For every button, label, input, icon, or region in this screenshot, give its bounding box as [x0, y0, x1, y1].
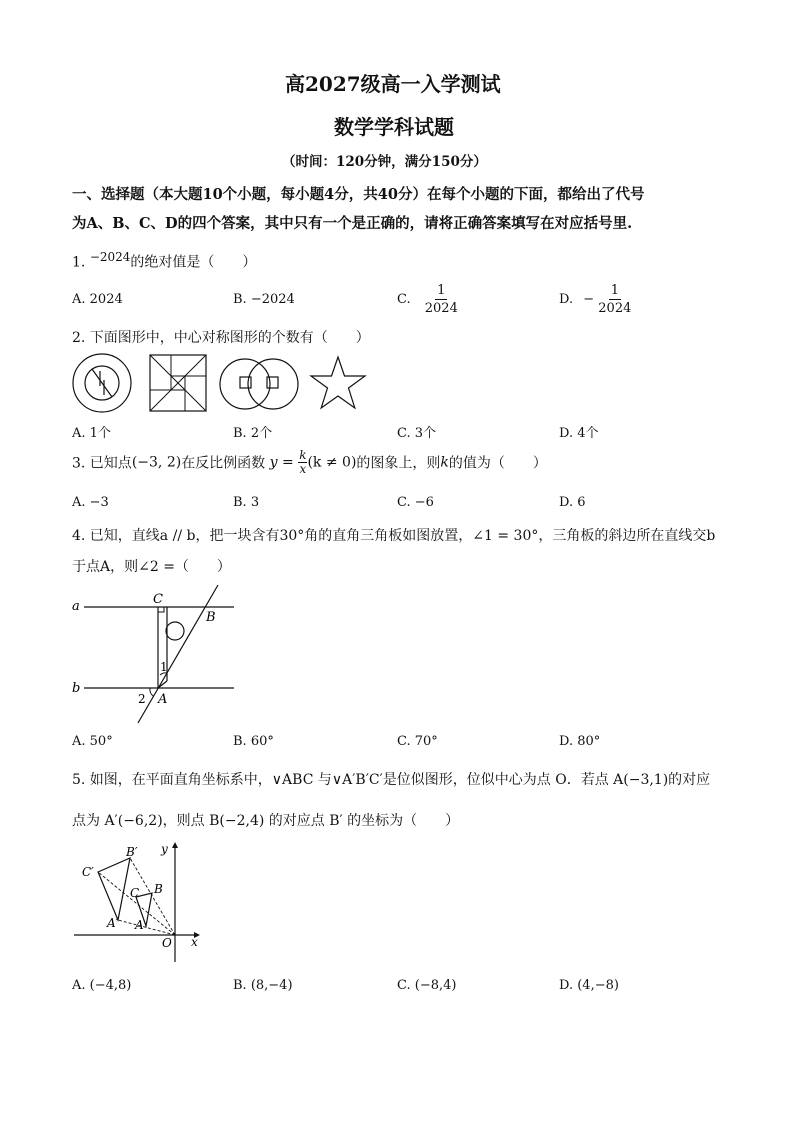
q1-option-a[interactable]: A. 2024 — [72, 292, 123, 307]
q3-post: 的图象上，则 — [356, 455, 441, 472]
q1-option-d-fraction — [598, 282, 631, 317]
q1-option-c-numerator: 1 — [437, 283, 446, 298]
q4-label-1: 1 — [160, 660, 168, 674]
q3-point: (−3, 2) — [131, 454, 182, 471]
q5-label-y: y — [161, 842, 168, 856]
q1-option-d[interactable] — [559, 282, 631, 317]
q4-option-d[interactable]: D. 80° — [559, 734, 601, 749]
q2-option-c[interactable]: C. 3个 — [397, 426, 437, 441]
section1-line2: 为A、B、C、D的四个答案，其中只有一个是正确的，请将正确答案填写在对应括号里. — [72, 215, 633, 232]
q3-post2: 的值为（ ） — [448, 455, 547, 472]
question-4-line1: 4. 已知，直线a // b，把一块含有30°角的直角三角板如图放置，∠1 = 30°，三角板的斜边所在直线交b — [72, 528, 716, 544]
q5-label-B: B — [154, 882, 163, 896]
q5-figure — [70, 840, 210, 965]
q5-label-x: x — [191, 935, 198, 949]
q3-mid: 在反比例函数 — [181, 455, 266, 472]
q2-figure-square-pinwheel — [150, 355, 206, 411]
q3-option-a[interactable]: A. −3 — [72, 495, 109, 510]
q1-option-b[interactable]: B. −2024 — [233, 292, 295, 307]
q2-option-b[interactable]: B. 2个 — [233, 426, 273, 441]
q4-label-b: b — [72, 681, 81, 696]
q1-option-c-denominator: 2024 — [424, 301, 458, 316]
q5-label-Bp: B′ — [126, 845, 138, 859]
exam-subtitle: 数学学科试题 — [334, 115, 454, 139]
q2-figures — [70, 352, 370, 414]
q4-label-2: 2 — [138, 692, 146, 706]
q1-option-d-sign: − — [583, 292, 595, 307]
q1-option-d-denominator: 2024 — [598, 301, 632, 316]
question-3 — [72, 449, 547, 476]
q2-option-a[interactable]: A. 1个 — [72, 426, 111, 441]
q1-number: 1. — [72, 254, 86, 271]
q2-option-d[interactable]: D. 4个 — [559, 426, 599, 441]
q5-label-Ap: A′ — [107, 916, 119, 930]
q4-label-a: a — [72, 599, 80, 614]
section1-line1: 一、选择题（本大题10个小题，每小题4分，共40分）在每个小题的下面，都给出了代号 — [72, 186, 645, 203]
question-5-line1: 5. 如图，在平面直角坐标系中，∨ABC 与∨A′B′C′是位似图形，位似中心为点 O．若点 A(−3,1)的对应 — [72, 772, 711, 788]
question-5-line2: 点为 A′(−6,2)，则点 B(−2,4) 的对应点 B′ 的坐标为（ ） — [72, 813, 460, 829]
q2-figure-star — [311, 357, 365, 408]
q1-expression: −2024 — [89, 250, 131, 264]
q3-option-b[interactable]: B. 3 — [233, 495, 260, 510]
q5-label-A: A — [135, 918, 144, 932]
q3-condition: (k ≠ 0) — [307, 454, 357, 471]
q4-option-b[interactable]: B. 60° — [233, 734, 274, 749]
q5-option-a[interactable]: A. (−4,8) — [72, 978, 132, 993]
q3-pre: 3. 已知点 — [72, 455, 132, 472]
q4-option-a[interactable]: A. 50° — [72, 734, 113, 749]
question-4-line2: 于点A，则∠2 =（ ） — [72, 559, 231, 575]
q5-label-Cp: C′ — [82, 865, 94, 879]
q3-option-c[interactable]: C. −6 — [397, 495, 434, 510]
q3-k: k — [440, 454, 449, 471]
q5-option-c[interactable]: C. (−8,4) — [397, 978, 457, 993]
q2-figure-circle-slash — [73, 354, 131, 412]
q4-label-A: A — [158, 692, 168, 707]
q4-option-c[interactable]: C. 70° — [397, 734, 438, 749]
q1-text: 的绝对值是（ ） — [130, 254, 257, 271]
q3-fraction-x: x — [299, 462, 307, 476]
q5-label-C: C — [130, 886, 140, 900]
q2-figure-double-circle — [220, 359, 298, 409]
q3-fraction-k: k — [299, 448, 307, 462]
time-info: （时间：120分钟，满分150分） — [282, 154, 487, 170]
q5-label-O: O — [162, 936, 172, 950]
exam-title: 高2027级高一入学测试 — [285, 72, 501, 96]
q1-option-d-label: D. — [559, 292, 574, 307]
q1-option-d-numerator: 1 — [610, 283, 619, 298]
question-1 — [72, 250, 256, 272]
q1-option-c-fraction — [425, 282, 458, 317]
question-2: 2. 下面图形中，中心对称图形的个数有（ ） — [72, 330, 370, 346]
q4-label-B: B — [206, 610, 216, 625]
q5-option-d[interactable]: D. (4,−8) — [559, 978, 619, 993]
q5-option-b[interactable]: B. (8,−4) — [233, 978, 293, 993]
q4-label-C: C — [153, 592, 163, 607]
q1-option-c-label: C. — [397, 292, 411, 307]
q3-option-d[interactable]: D. 6 — [559, 495, 586, 510]
q1-option-c[interactable] — [397, 282, 458, 317]
q4-figure — [70, 585, 250, 730]
q3-y-eq: y = — [269, 454, 294, 471]
